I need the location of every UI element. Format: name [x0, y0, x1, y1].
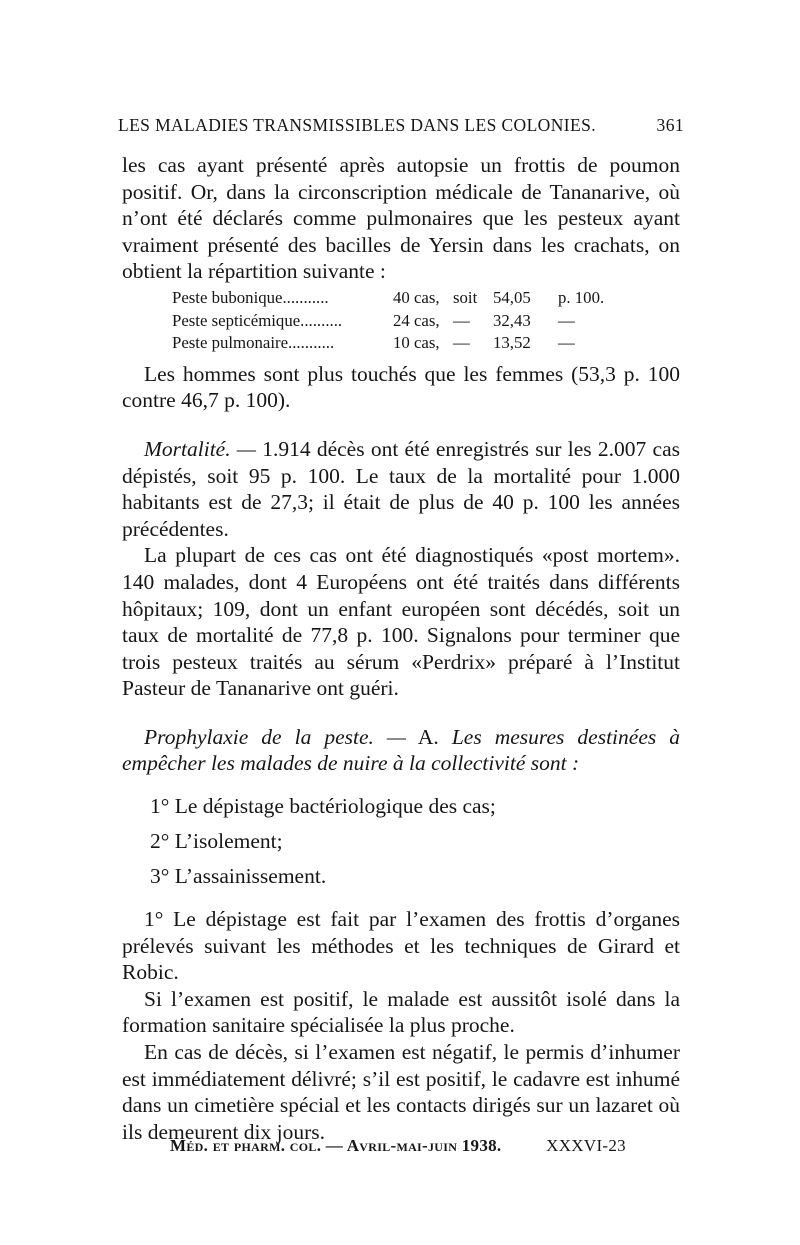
list-item: 1° Le dépistage bactériologique des cas;: [150, 794, 496, 819]
page-number: 361: [656, 115, 684, 135]
prophylaxis-intro: Les mesures destinées à empêcher les malades de nuire à la collectivité sont :: [122, 724, 681, 776]
case-count: 40 cas,: [393, 287, 440, 307]
separator: soit: [453, 287, 478, 307]
form-label: Peste pulmonaire...........: [172, 333, 335, 353]
unit: p. 100.: [558, 287, 605, 307]
prophylaxis-letter: A.: [417, 724, 439, 749]
table-row: [172, 287, 604, 310]
list-item: 2° L’isolement;: [150, 829, 283, 854]
measures-list: [150, 789, 680, 894]
paragraph-screening: 1° Le dépistage est fait par l’examen des frottis d’organes prélevés suivant les méthodes et les techniques de Girard et Robic.: [122, 907, 680, 985]
prophylaxis-heading: Prophylaxie de la peste. —: [144, 724, 407, 749]
plague-distribution-table: [172, 287, 604, 355]
paragraph-intro: les cas ayant présenté après autopsie un frottis de poumon positif. Or, dans la circonscription médicale de Tananarive, où n’ont été déclarés comme pulmonaires que les pesteux ayant vraiment présenté des bacilles de Yersin dans les crachats, on obtient la répartition suivante :: [122, 153, 680, 284]
separator: —: [453, 310, 470, 330]
case-count: 24 cas,: [393, 310, 440, 330]
page-footer: [170, 1136, 626, 1156]
running-title: LES MALADIES TRANSMISSIBLES DANS LES COLONIES.: [118, 115, 596, 135]
paragraph-positive-exam: Si l’examen est positif, le malade est aussitôt isolé dans la formation sanitaire spécialisée la plus proche.: [122, 986, 680, 1038]
mortality-heading: Mortalité. —: [144, 436, 256, 461]
running-header: [118, 115, 684, 136]
paragraph-prophylaxis: [122, 724, 680, 777]
paragraph-sex-ratio: Les hommes sont plus touchés que les femmes (53,3 p. 100 contre 46,7 p. 100).: [122, 361, 680, 413]
volume-signature: XXXVI-23: [546, 1136, 626, 1155]
table-row: [172, 332, 604, 355]
form-label: Peste septicémique..........: [172, 310, 343, 330]
form-label: Peste bubonique...........: [172, 287, 329, 307]
journal-citation: Méd. et pharm. col. — Avril-mai-juin 1938.: [170, 1136, 502, 1155]
unit: —: [558, 310, 575, 330]
percentage: 54,05: [493, 287, 531, 307]
body-text: [122, 152, 680, 1145]
table-row: [172, 310, 604, 333]
list-item: 3° L’assainissement.: [150, 864, 327, 889]
paragraph-mortality: [122, 436, 680, 542]
paragraph-post-mortem: La plupart de ces cas ont été diagnostiqués «post mortem». 140 malades, dont 4 Européens ont été traités dans différents hôpitaux; 109, dont un enfant européen sont décédés, soit un taux de mortalité de 77,8 p. 100. Signalons pour terminer que trois pesteux traités au sérum «Perdrix» préparé à l’Institut Pasteur de Tananarive ont guéri.: [122, 543, 680, 701]
percentage: 32,43: [493, 310, 531, 330]
unit: —: [558, 333, 575, 353]
paragraph-death-case: En cas de décès, si l’examen est négatif, le permis d’inhumer est immédiatement délivré; s’il est positif, le cadavre est inhumé dans un cimetière spécial et les contacts dirigés sur un lazaret où ils demeurent dix jours.: [122, 1040, 680, 1144]
mortality-text: 1.914 décès ont été enregistrés sur les 2.007 cas dépistés, soit 95 p. 100. Le taux de la mortalité pour 1.000 habitants est de 27,3; il était de plus de 40 p. 100 les années précédentes.: [122, 436, 680, 541]
percentage: 13,52: [493, 333, 531, 353]
case-count: 10 cas,: [393, 333, 440, 353]
separator: —: [453, 333, 470, 353]
